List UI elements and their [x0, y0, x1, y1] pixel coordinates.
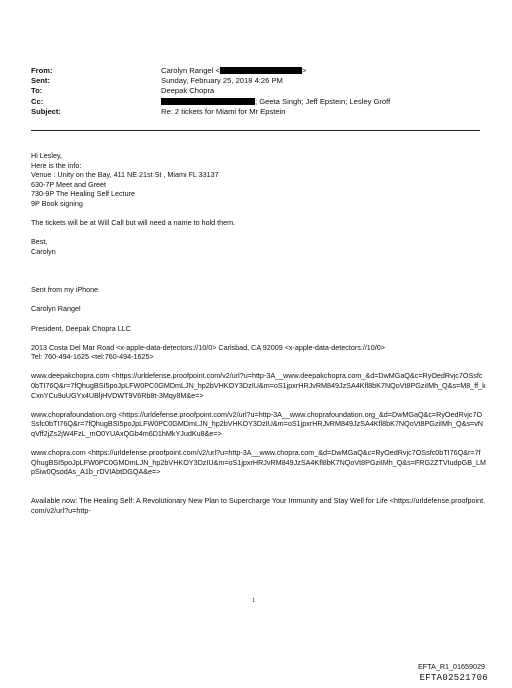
- choprafoundation-link[interactable]: www.choprafoundation.org <https://urldefense.proofpoint.com/v2/url?u=http-3A__www.choprafoundation.org_&d=DwMGaQ&c=RyOedRvjc7OSsfc0bTI76Q&r=7fQhugBSI5poJpLFW0PC0GMDmLJN_hp2bVHKOY3DzIU&m=oS1jpxrHRJvRM849JzSA4Kfl8bK7NQoVt8PGziIMh_Q&s=vNqVff2jZs2jW4FzL_mO0YUAxQGb4m6D1hMkYJudKu8&e=>: [31, 409, 483, 439]
- sent-row: [31, 76, 491, 86]
- signature: Carolyn: [31, 246, 56, 256]
- tel-line: Tel: 760-494-1625 <tel:760-494-1625>: [31, 352, 154, 362]
- cc-row: [31, 97, 491, 107]
- sent-from-line: Sent from my iPhone: [31, 285, 99, 295]
- redaction-box: [161, 98, 255, 105]
- from-row: [31, 66, 491, 76]
- closing: Best,: [31, 237, 48, 247]
- cc-label: Cc:: [31, 96, 44, 106]
- subject-value: Re: 2 tickets for Miami for Mr Epstein: [161, 106, 286, 116]
- schedule-line: 630-7P Meet and Greet: [31, 179, 106, 189]
- tickets-note: The tickets will be at Will Call but will need a name to hold them.: [31, 218, 236, 228]
- header-divider: [31, 130, 480, 131]
- signature-title: President, Deepak Chopra LLC: [31, 323, 131, 333]
- email-body: [31, 151, 486, 515]
- signature-name: Carolyn Rangel: [31, 304, 81, 314]
- sent-value: Sunday, February 25, 2018 4:26 PM: [161, 76, 283, 86]
- page-number: 1: [252, 598, 255, 604]
- deepakchopra-link[interactable]: www.deepakchopra.com <https://urldefense.proofpoint.com/v2/url?u=http-3A__www.deepakchopra.com_&d=DwMGaQ&c=RyOedRvjc7OSsfc0bTI76Q&r=7fQhugBSI5poJpLFW0PC0GMDmLJN_hp2bVHKOY3DzIU&m=oS1jpxrHRJvRM849JzSA4Kfl8bK7NQoVt8PGziIMh_Q&s=M8_ff_kCxnYCu9uUGYx4UBljHVDWT9V6Rb8t-3Mqy8M&e=>: [31, 371, 486, 400]
- to-row: [31, 86, 491, 96]
- intro-line: Here is the info:: [31, 160, 82, 170]
- email-header: [31, 66, 491, 117]
- cc-value: ; Geeta Singh; Jeff Epstein; Lesley Groff: [255, 96, 391, 106]
- from-value: Carolyn Rangel <: [161, 66, 220, 75]
- efta-reference-large: EFTA02521706: [419, 673, 488, 683]
- address-line: 2013 Costa Del Mar Road <x-apple-data-detectors://10/0> Carlsbad, CA 92009 <x-apple-data-detectors://10/0>: [31, 342, 385, 352]
- efta-reference-small: EFTA_R1_01659029: [418, 662, 485, 671]
- subject-label: Subject:: [31, 106, 61, 116]
- from-close: >: [301, 66, 307, 75]
- available-now-line[interactable]: Available now: The Healing Self: A Revolutionary New Plan to Supercharge Your Immunity and Stay Well for Life <https://urldefense.proofpoint.com/v2/url?u=http-: [31, 496, 486, 515]
- schedule-line: 9P Book signing: [31, 198, 83, 208]
- schedule-line: 730-9P The Healing Self Lecture: [31, 189, 136, 199]
- to-value: Deepak Chopra: [161, 86, 215, 96]
- subject-row: [31, 107, 491, 117]
- to-label: To:: [31, 86, 43, 96]
- venue-line: Venue : Unity on the Bay, 411 NE 21st St , Miami FL 33137: [31, 170, 219, 180]
- chopra-link[interactable]: www.chopra.com <https://urldefense.proofpoint.com/v2/url?u=http-3A__www.chopra.com_&d=DwMGaQ&c=RyOedRvjc7OSsfc0bTI76Q&r=7fQhugBSI5poJpLFW0PC0GMDmLJN_hp2bVHKOY3DzIU&m=oS1jpxrHRJvRM849JzSA4Kfl8bK7NQoVt8PGziIMh_Q&s=FRG2ZTVIudpGB_LMpSiw0QsodAs_A1b_rDVIAbtDGQA&e=>: [31, 448, 486, 477]
- from-label: From:: [31, 66, 53, 75]
- greeting: Hi Lesley,: [31, 151, 63, 160]
- sent-label: Sent:: [31, 76, 50, 86]
- redaction-box: [220, 67, 302, 74]
